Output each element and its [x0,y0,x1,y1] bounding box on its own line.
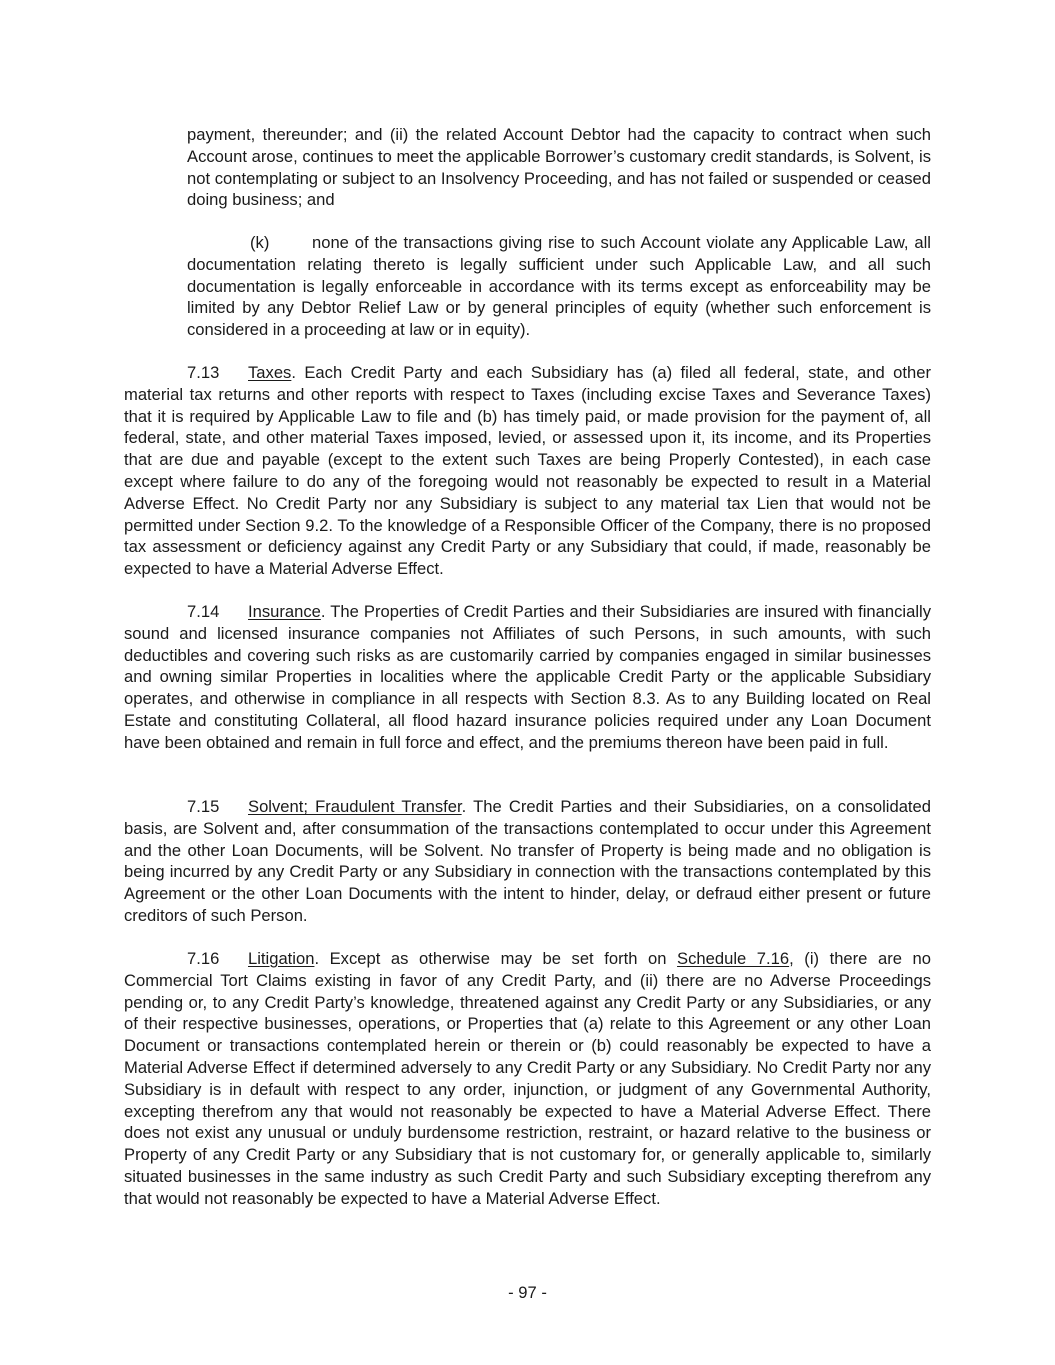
section-7-13 [124,362,931,580]
section-number: 7.13 [187,363,220,382]
section-number: 7.16 [187,949,220,968]
clause-k-paragraph [187,232,931,341]
section-heading: Litigation [248,949,315,968]
section-body-intro: . Except as otherwise may be set forth on [314,949,678,968]
section-body: . Each Credit Party and each Subsidiary has (a) filed all federal, state, and other material tax returns and other reports with respect to Taxes (including excise Taxes and Severance Taxes) that it is required by Applicable Law to file and (b) has timely paid, or made provision for the payment of, all federal, state, and other material Taxes imposed, levied, or assessed upon it, its income, and its Properties that are due and payable (except to the extent such Taxes are being Properly Contested), in each case except where failure to do any of the foregoing would not reasonably be expected to result in a Material Adverse Effect. No Credit Party nor any Subsidiary is subject to any material tax Lien that would not be permitted under Section 9.2. To the knowledge of a Responsible Officer of the Company, there is no proposed tax assessment or deficiency against any Credit Party or any Subsidiary that could, if made, reasonably be expected to have a Material Adverse Effect. [124,363,931,579]
section-number: 7.14 [187,602,220,621]
continuation-paragraph [187,124,931,211]
section-heading: Solvent; Fraudulent Transfer [248,797,462,816]
page-number: - 97 - [508,1283,547,1302]
clause-k-text: none of the transactions giving rise to such Account violate any Applicable Law, all documentation relating thereto is legally sufficient under such Applicable Law, and all such documentation is legally enforceable in accordance with its terms except as enforceability may be limited by any Debtor Relief Law or by general principles of equity (whether such enforcement is considered in a proceeding at law or in equity). [187,233,931,340]
section-7-14 [124,601,931,754]
section-body: , (i) there are no Commercial Tort Claims existing in favor of any Credit Party, and (ii) there are no Adverse Proceedings pending or, to any Credit Party’s knowledge, threatened against any Credit Party or any Subsidiaries, or any of their respective businesses, operations, or Properties that (a) relate to this Agreement or any other Loan Document or transactions contemplated herein or therein or (b) could reasonably be expected to have a Material Adverse Effect if determined adversely to any Credit Party or any Subsidiary. No Credit Party nor any Subsidiary is in default with respect to any order, injunction, or judgment of any Governmental Authority, excepting therefrom any that would not reasonably be expected to have a Material Adverse Effect. There does not exist any unusual or unduly burdensome restriction, restraint, or hazard relative to the business or Property of any Credit Party or any Subsidiary that is not customary for, or generally applicable to, similarly situated businesses in the same industry as such Credit Party and such Subsidiary excepting therefrom any that would not reasonably be expected to have a Material Adverse Effect. [124,949,931,1208]
section-body: . The Credit Parties and their Subsidiaries, on a consolidated basis, are Solvent and, after consummation of the transactions contemplated to occur under this Agreement and the other Loan Documents, will be Solvent. No transfer of Property is being made and no obligation is being incurred by any Credit Party or any Subsidiary in connection with the transactions contemplated by this Agreement or the other Loan Documents with the intent to hinder, delay, or defraud either present or future creditors of such Person. [124,797,931,925]
section-heading: Taxes [248,363,292,382]
schedule-reference: Schedule 7.16 [677,949,790,968]
section-heading: Insurance [248,602,321,621]
clause-k-label: (k) [250,233,270,252]
continuation-text: payment, thereunder; and (ii) the related Account Debtor had the capacity to contract when such Account arose, continues to meet the applicable Borrower’s customary credit standards, is Solvent, is not contemplating or subject to an Insolvency Proceeding, and has not failed or suspended or ceased doing business; and [187,125,931,210]
section-number: 7.15 [187,797,220,816]
section-body: . The Properties of Credit Parties and their Subsidiaries are insured with financially sound and licensed insurance companies not Affiliates of such Persons, in such amounts, with such deductibles and covering such risks as are customarily carried by companies engaged in similar businesses and owning similar Properties in localities where the applicable Credit Party or the applicable Subsidiary operates, and otherwise in compliance in all respects with Section 8.3. As to any Building located on Real Estate and constituting Collateral, all flood hazard insurance policies required under any Loan Document have been obtained and remain in full force and effect, and the premiums thereon have been paid in full. [124,602,931,752]
section-7-16 [124,948,931,1210]
section-7-15 [124,796,931,927]
